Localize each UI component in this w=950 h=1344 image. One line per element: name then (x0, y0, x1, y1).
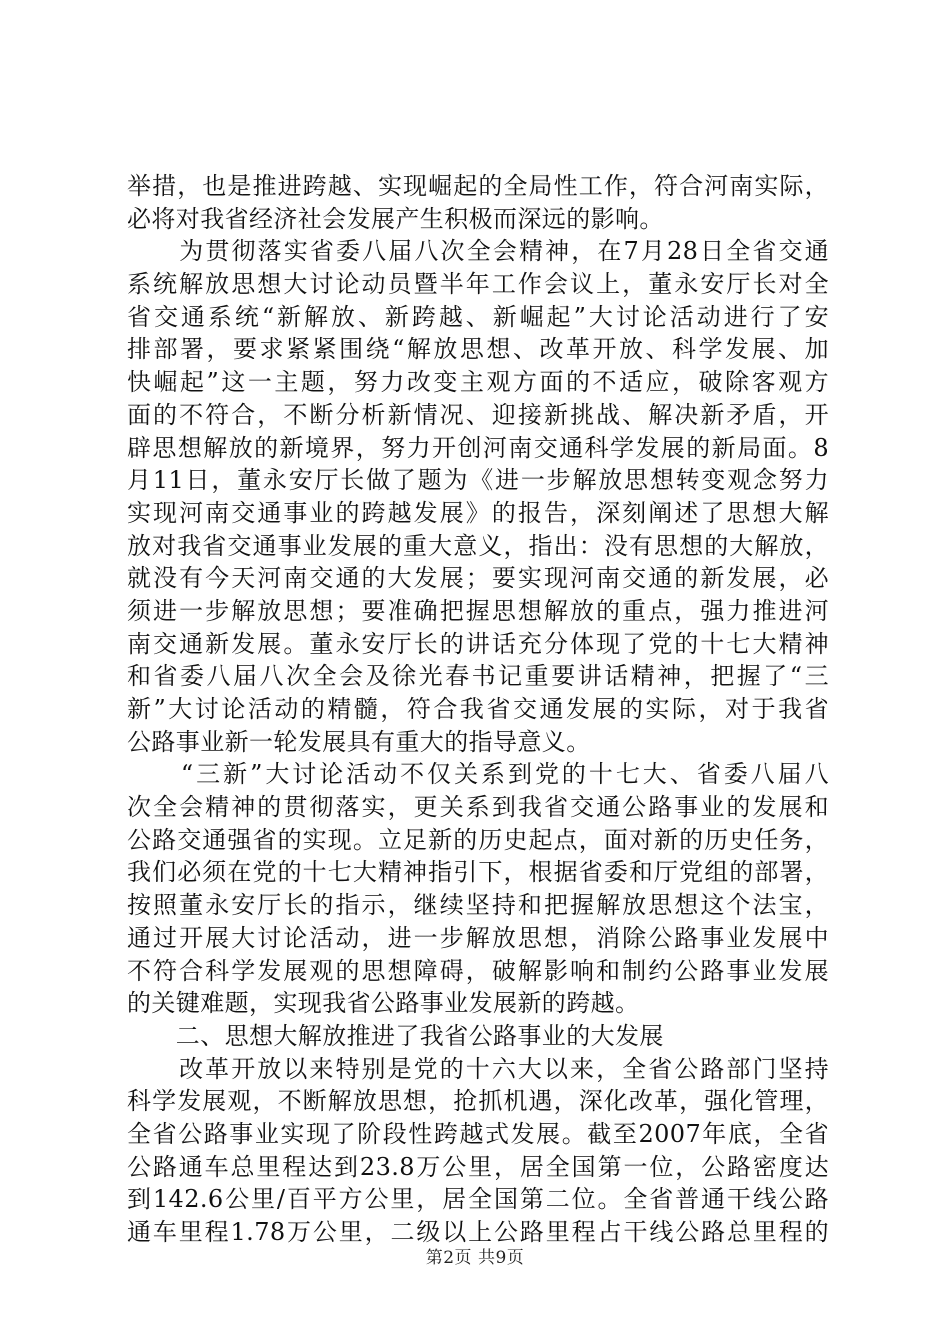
text-line: 快崛起”这一主题，努力改变主观方面的不适应，破除客观方 (127, 368, 829, 397)
text-line: 不符合科学发展观的思想障碍，破解影响和制约公路事业发展 (127, 956, 829, 985)
text-line: 二、思想大解放推进了我省公路事业的大发展 (127, 1021, 664, 1050)
text-line: 须进一步解放思想；要准确把握思想解放的重点，强力推进河 (127, 596, 829, 625)
text-line: 我们必须在党的十七大精神指引下，根据省委和厅党组的部署， (127, 858, 829, 887)
text-line: 实现河南交通事业的跨越发展》的报告，深刻阐述了思想大解 (127, 498, 829, 527)
text-line: 的关键难题，实现我省公路事业发展新的跨越。 (127, 989, 640, 1018)
text-line: 新”大讨论活动的精髓，符合我省交通发展的实际，对于我省 (127, 695, 829, 723)
page-footer: 第2页 共9页 (425, 1248, 525, 1268)
text-line: 到142.6公里/百平方公里，居全国第二位。全省普通干线公路 (127, 1185, 829, 1214)
body-text (127, 170, 829, 1249)
text-line: 系统解放思想大讨论动员暨半年工作会议上，董永安厅长对全 (127, 270, 829, 299)
text-line: 举措，也是推进跨越、实现崛起的全局性工作，符合河南实际， (127, 172, 829, 200)
text-line: 月11日，董永安厅长做了题为《进一步解放思想转变观念努力 (127, 466, 829, 495)
text-line: 必将对我省经济社会发展产生积极而深远的影响。 (127, 204, 664, 233)
text-line: 面的不符合，不断分析新情况、迎接新挑战、解决新矛盾，开 (127, 400, 829, 429)
text-line: 通过开展大讨论活动，进一步解放思想，消除公路事业发展中 (127, 923, 829, 952)
text-line: 排部署，要求紧紧围绕“解放思想、改革开放、科学发展、加 (127, 335, 829, 364)
text-line: 辟思想解放的新境界，努力开创河南交通科学发展的新局面。8 (127, 433, 829, 462)
text-line: 就没有今天河南交通的大发展；要实现河南交通的新发展，必 (127, 564, 829, 593)
text-line: 改革开放以来特别是党的十六大以来，全省公路部门坚持 (127, 1054, 829, 1083)
text-line: 全省公路事业实现了阶段性跨越式发展。截至2007年底，全省 (127, 1119, 829, 1148)
text-line: 按照董永安厅长的指示，继续坚持和把握解放思想这个法宝， (127, 891, 829, 920)
text-line: 次全会精神的贯彻落实，更关系到我省交通公路事业的发展和 (127, 793, 829, 822)
text-line: 通车里程1.78万公里，二级以上公路里程占干线公路总里程的 (127, 1218, 829, 1246)
text-line: 为贯彻落实省委八届八次全会精神，在7月28日全省交通 (127, 237, 829, 266)
text-line: 和省委八届八次全会及徐光春书记重要讲话精神，把握了“三 (127, 662, 829, 691)
text-line: 公路事业新一轮发展具有重大的指导意义。 (127, 727, 591, 756)
text-line: 省交通系统“新解放、新跨越、新崛起”大讨论活动进行了安 (127, 302, 829, 331)
text-line: 公路交通强省的实现。立足新的历史起点，面对新的历史任务， (127, 825, 829, 854)
text-line: “三新”大讨论活动不仅关系到党的十七大、省委八届八 (127, 760, 829, 789)
text-line: 放对我省交通事业发展的重大意义，指出：没有思想的大解放， (127, 531, 829, 560)
text-line: 公路通车总里程达到23.8万公里，居全国第一位，公路密度达 (127, 1152, 829, 1181)
text-line: 科学发展观，不断解放思想，抢抓机遇，深化改革，强化管理， (127, 1087, 829, 1116)
text-line: 南交通新发展。董永安厅长的讲话充分体现了党的十七大精神 (127, 629, 829, 658)
